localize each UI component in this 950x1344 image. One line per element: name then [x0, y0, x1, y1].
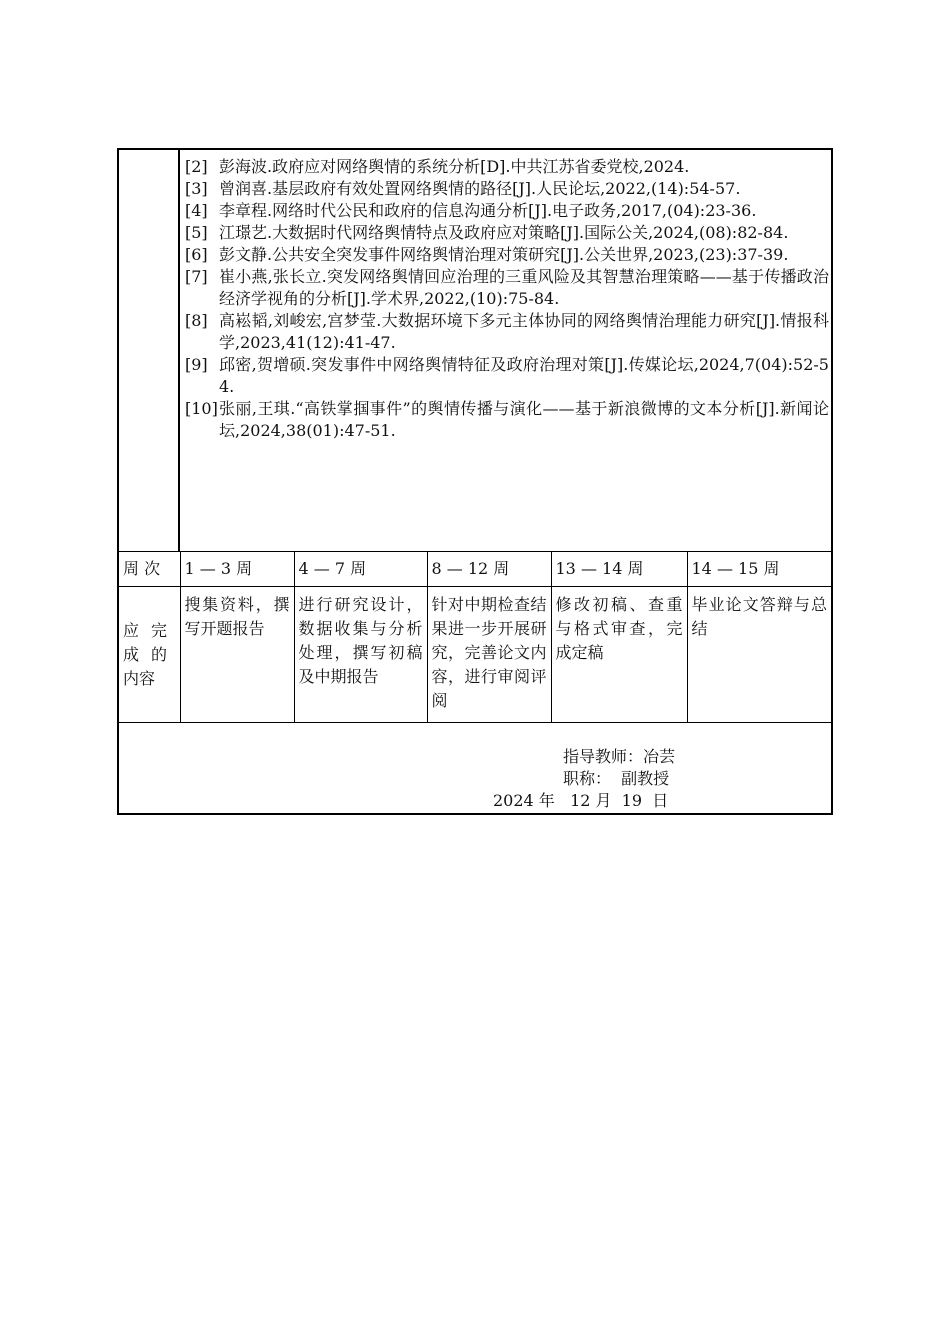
- reference-number: [2]: [185, 157, 208, 176]
- task-form-table: [117, 148, 833, 815]
- task-cell: 搜集资料，撰写开题报告: [180, 587, 294, 723]
- task-cell: 针对中期检查结果进一步开展研究，完善论文内容，进行审阅评阅: [427, 587, 551, 723]
- reference-item: [185, 310, 829, 354]
- reference-text: 彭海波.政府应对网络舆情的系统分析[D].中共江苏省委党校,2024.: [219, 157, 690, 176]
- reference-text: 邱密,贺增硕.突发事件中网络舆情特征及政府治理对策[J].传媒论坛,2024,7(04):52-54.: [219, 355, 829, 396]
- week-range: 14 — 15 周: [687, 552, 831, 587]
- reference-item: [185, 398, 829, 442]
- reference-text: 江璟艺.大数据时代网络舆情特点及政府应对策略[J].国际公关,2024,(08):82-84.: [219, 223, 789, 242]
- reference-item: [185, 244, 829, 266]
- reference-number: [9]: [185, 355, 208, 374]
- reference-text: 彭文静.公共安全突发事件网络舆情治理对策研究[J].公关世界,2023,(23):37-39.: [219, 245, 789, 264]
- references-row: [119, 150, 831, 552]
- reference-text: 崔小燕,张长立.突发网络舆情回应治理的三重风险及其智慧治理策略——基于传播政治经济学视角的分析[J].学术界,2022,(10):75-84.: [219, 267, 829, 308]
- reference-number: [3]: [185, 179, 208, 198]
- reference-item: [185, 266, 829, 310]
- week-range: 13 — 14 周: [551, 552, 687, 587]
- task-row: [119, 587, 831, 723]
- reference-list: [185, 156, 829, 442]
- week-row: [119, 552, 831, 587]
- reference-item: [185, 156, 829, 178]
- reference-number: [5]: [185, 223, 208, 242]
- task-cell: 进行研究设计，数据收集与分析处理，撰写初稿及中期报告: [294, 587, 427, 723]
- week-range: 8 — 12 周: [427, 552, 551, 587]
- reference-text: 李章程.网络时代公民和政府的信息沟通分析[J].电子政务,2017,(04):23-36.: [219, 201, 757, 220]
- task-label: 应完成的内容: [123, 620, 167, 688]
- reference-number: [7]: [185, 267, 208, 286]
- reference-text: 曾润喜.基层政府有效处置网络舆情的路径[J].人民论坛,2022,(14):54-57.: [219, 179, 741, 198]
- references-label-cell: [119, 150, 180, 551]
- task-cell: 毕业论文答辩与总结: [687, 587, 831, 723]
- advisor-title: 职称： 副教授: [563, 769, 670, 788]
- sign-date: 2024 年 12 月 19 日: [493, 791, 669, 810]
- reference-number: [8]: [185, 311, 208, 330]
- week-range: 1 — 3 周: [180, 552, 294, 587]
- task-label-cell: [119, 587, 180, 723]
- reference-number: [6]: [185, 245, 208, 264]
- reference-item: [185, 200, 829, 222]
- reference-text: 张丽,王琪.“高铁掌掴事件”的舆情传播与演化——基于新浪微博的文本分析[J].新闻论坛,2024,38(01):47-51.: [219, 399, 829, 440]
- advisor-name: 指导教师：冶芸: [563, 747, 676, 766]
- signature-block: [119, 716, 831, 815]
- reference-item: [185, 354, 829, 398]
- reference-text: 高崧韬,刘峻宏,宫梦莹.大数据环境下多元主体协同的网络舆情治理能力研究[J].情报科学,2023,41(12):41-47.: [219, 311, 829, 352]
- reference-item: [185, 222, 829, 244]
- reference-item: [185, 178, 829, 200]
- task-cell: 修改初稿、查重与格式审查，完成定稿: [551, 587, 687, 723]
- week-label: 周 次: [119, 552, 180, 587]
- week-range: 4 — 7 周: [294, 552, 427, 587]
- reference-number: [4]: [185, 201, 208, 220]
- reference-number: [10]: [185, 399, 218, 418]
- schedule-table: [119, 552, 831, 723]
